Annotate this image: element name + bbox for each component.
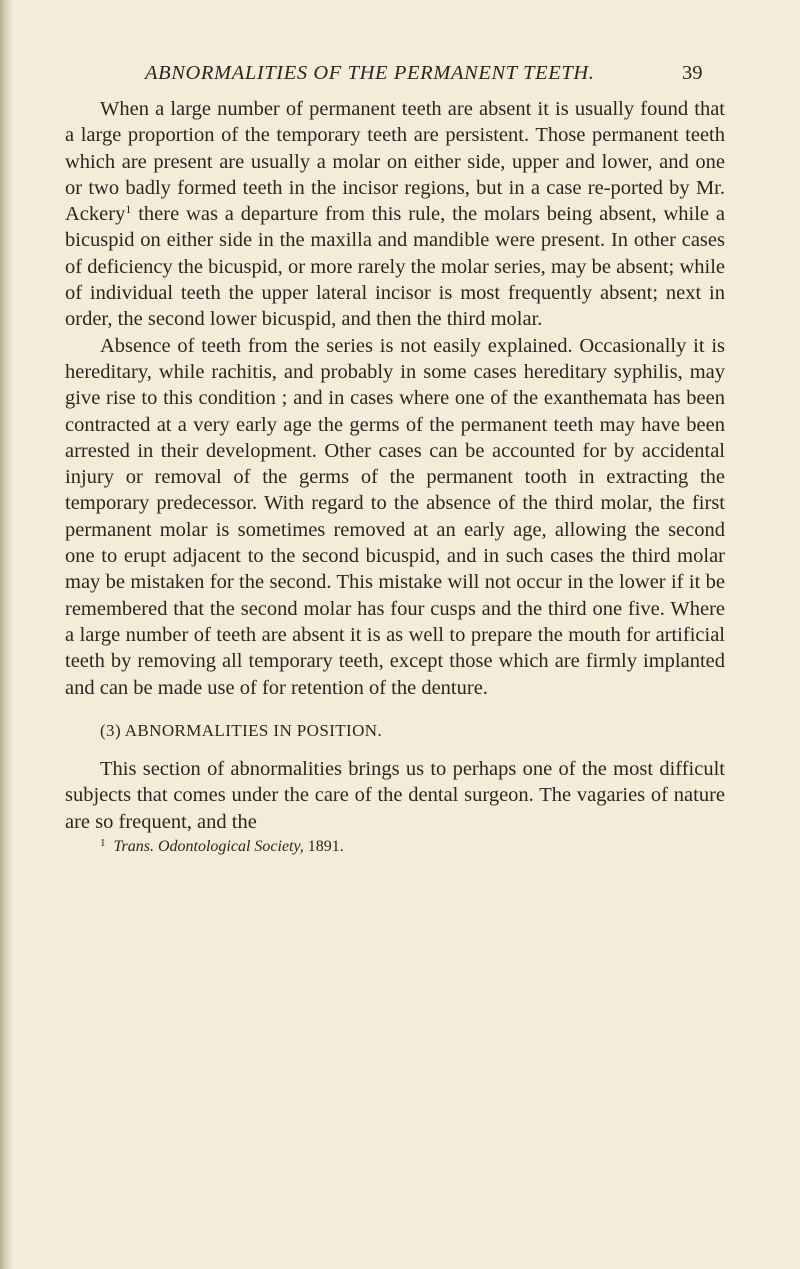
paragraph-absence-of-teeth <box>65 96 725 333</box>
paragraph-text: When a large number of permanent teeth are absent it is usually found that a large proportion of the temporary teeth are persistent. Those permanent teeth which are present are usually a molar on either side, upper and lower, and one or two badly formed teeth in the incisor regions, but in a case re-ported by Mr. Ackery <box>65 98 725 226</box>
footnote-mark: 1 <box>100 837 106 849</box>
footnote-reference: 1 <box>125 202 132 217</box>
paragraph-causes: Absence of teeth from the series is not easily explained. Occasionally it is hereditary, while rachitis, and probably in some cases hereditary syphilis, may give rise to this condition ; and in cases where one of the exanthemata has been contracted at a very early age the germs of the permanent teeth may have been arrested in their development. Other cases can be accounted for by accidental injury or removal of the germs of the permanent tooth in extracting the temporary predecessor. With regard to the absence of the third molar, the first permanent molar is sometimes removed at an early age, allowing the second one to erupt adjacent to the second bicuspid, and in such cases the third molar may be mistaken for the second. This mistake will not occur in the lower if it be remembered that the second molar has four cusps and the third one five. Where a large number of teeth are absent it is as well to prepare the mouth for artificial teeth by removing all temporary teeth, except those which are firmly implanted and can be made use of for retention of the denture. <box>65 334 725 699</box>
paragraph-text: there was a departure from this rule, the molars being absent, while a bicuspid on either side in the maxilla and mandible were present. In other cases of deficiency the bicuspid, or more rarely the molar series, may be absent; while of individual teeth the upper lateral incisor is most frequently absent; next in order, the second lower bicuspid, and then the third molar. <box>65 203 725 331</box>
section-text <box>65 756 725 835</box>
body-text <box>65 96 725 701</box>
footnote-year: 1891. <box>303 838 344 855</box>
page-number: 39 <box>682 62 703 84</box>
section-heading: (3) ABNORMALITIES IN POSITION. <box>100 721 383 740</box>
footnote <box>100 837 344 856</box>
running-header: ABNORMALITIES OF THE PERMANENT TEETH. <box>145 62 595 84</box>
footnote-source: Trans. Odontological Society, <box>113 838 304 855</box>
paragraph-position: This section of abnormalities brings us to perhaps one of the most difficult subjects that comes under the care of the dental surgeon. The vagaries of nature are so frequent, and the <box>65 758 725 833</box>
